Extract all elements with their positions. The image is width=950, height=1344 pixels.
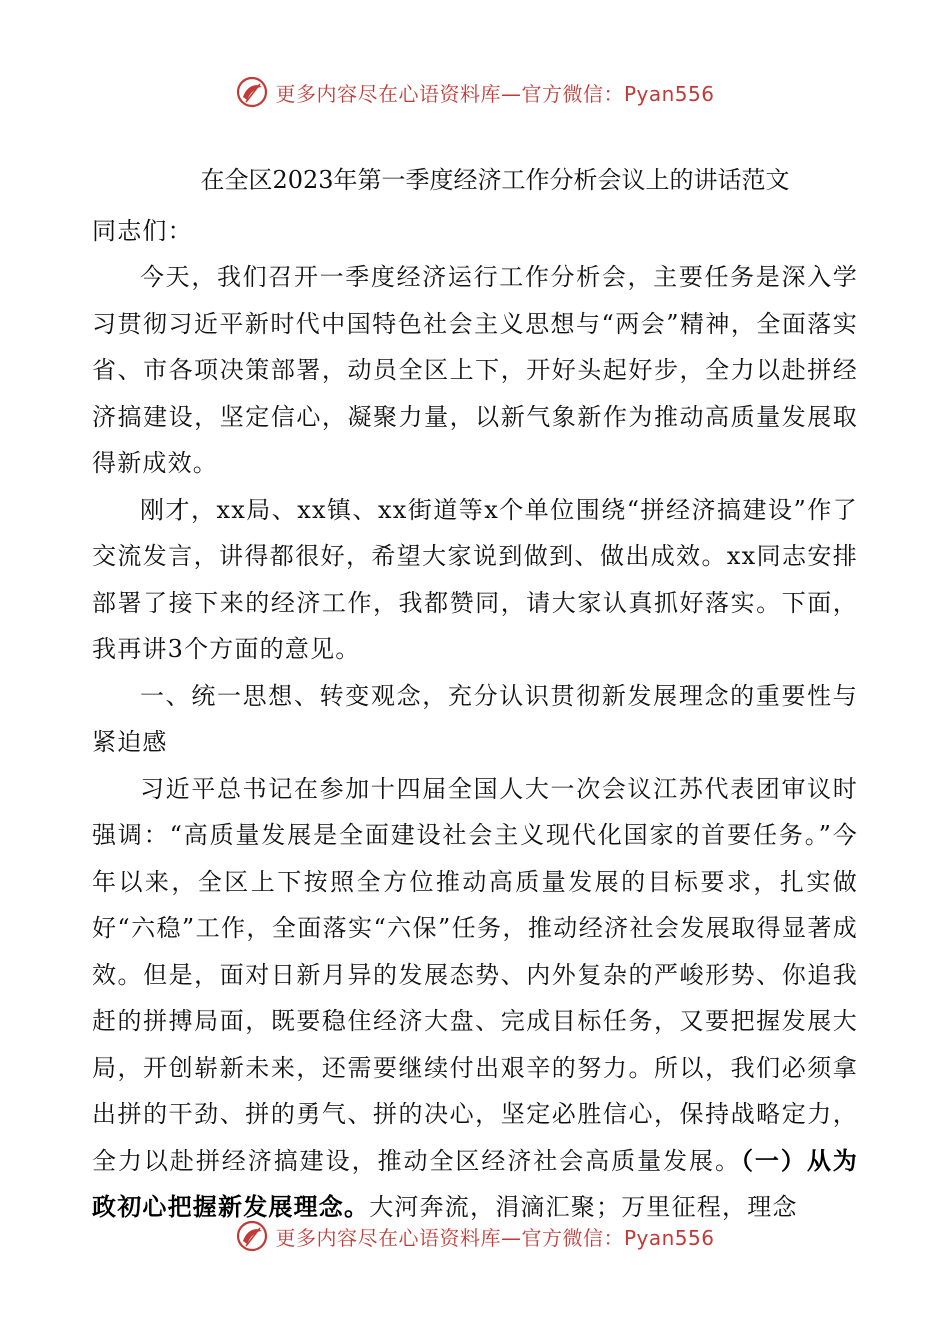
watermark-banner-bottom: [0, 1216, 950, 1256]
logo-icon: [235, 75, 269, 109]
watermark-text: 更多内容尽在心语资料库—官方微信：Pyan556: [275, 1225, 715, 1250]
paragraph-1: 今天，我们召开一季度经济运行工作分析会，主要任务是深入学习贯彻习近平新时代中国特色社会主义思想与“两会”精神，全面落实省、市各项决策部署，动员全区上下，开好头起好步，全力以赴拼经济搞建设，坚定信心，凝聚力量，以新气象新作为推动高质量发展取得新成效。: [92, 263, 858, 477]
subheading-1: （一）从为政初心把握新发展理念。: [92, 1145, 859, 1221]
logo-icon: [235, 1219, 269, 1253]
paragraph-2: 刚才，xx局、xx镇、xx街道等x个单位围绕“拼经济搞建设”作了交流发言，讲得都很好，希望大家说到做到、做出成效。xx同志安排部署了接下来的经济工作，我都赞同，请大家认真抓好落实。下面，我再讲3个方面的意见。: [92, 495, 858, 663]
watermark-banner-top: [0, 72, 950, 112]
subheading-1-text: 大河奔流，涓滴汇聚；万里征程，理念: [369, 1193, 798, 1221]
paragraph-3-text: 习近平总书记在参加十四届全国人大一次会议江苏代表团审议时强调：“高质量发展是全面建设社会主义现代化国家的首要任务。”今年以来，全区上下按照全方位推动高质量发展的目标要求，扎实做好“六稳”工作，全面落实“六保”任务，推动经济社会发展取得显著成效。但是，面对日新月异的发展态势、内外复杂的严峻形势、你追我赶的拼搏局面，既要稳住经济大盘、完成目标任务，又要把握发展大局，开创崭新未来，还需要继续付出艰辛的努力。所以，我们必须拿出拼的干劲、拼的勇气、拼的决心，坚定必胜信心，保持战略定力，全力以赴拼经济搞建设，推动全区经济社会高质量发展。: [92, 774, 858, 1175]
section-heading-1: 一、统一思想、转变观念，充分认识贯彻新发展理念的重要性与紧迫感: [92, 681, 858, 756]
document-body: [92, 152, 858, 1231]
paragraph-3: [92, 766, 858, 1231]
document-title: 在全区2023年第一季度经济工作分析会议上的讲话范文: [200, 166, 790, 194]
greeting: 同志们：: [92, 217, 193, 245]
watermark-text: 更多内容尽在心语资料库—官方微信：Pyan556: [275, 81, 715, 106]
